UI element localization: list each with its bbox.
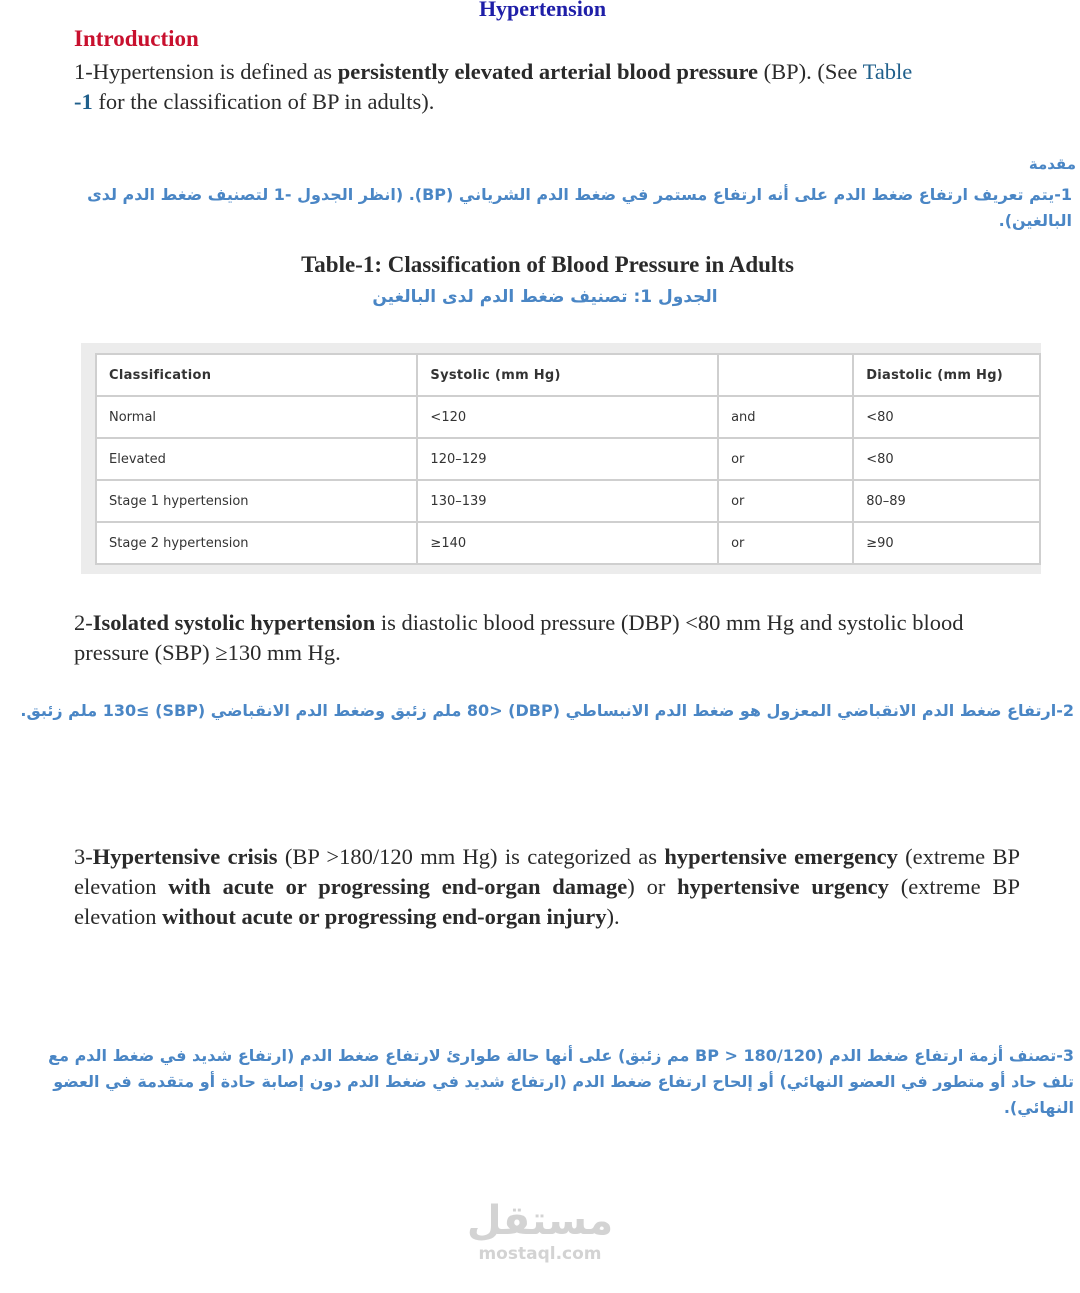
table-caption: Table-1: Classification of Blood Pressure in Adults: [301, 252, 794, 277]
p1-text: for the classification of BP in adults).: [92, 89, 435, 114]
arabic-introduction-heading: مقدمة: [1028, 155, 1076, 173]
header-systolic: Systolic (mm Hg): [417, 354, 718, 396]
p1-text: (BP). (See: [758, 59, 863, 84]
watermark-logo: [0, 1198, 1080, 1264]
cell-classification: Elevated: [96, 438, 417, 480]
watermark-logo-url: mostaql.com: [478, 1244, 602, 1264]
table-link-number[interactable]: -1: [74, 89, 93, 114]
table-row: [96, 480, 1040, 522]
watermark-logo-arabic: مستقل: [466, 1198, 614, 1244]
table-link[interactable]: Table: [862, 59, 913, 84]
cell-systolic: 120–129: [417, 438, 718, 480]
cell-diastolic: ≥90: [853, 522, 1040, 564]
document-title: Hypertension: [478, 0, 607, 21]
p2-text: 2-: [74, 610, 93, 635]
cell-classification: Normal: [96, 396, 417, 438]
p2-text: is diastolic blood pressure (DBP) <80 mm Hg and systolic blood pressure (SBP) ≥130 mm Hg.: [74, 610, 964, 665]
bp-classification-table-frame: [81, 343, 1041, 574]
p3-bold-term: without acute or progressing end-organ injury: [162, 904, 607, 929]
arabic-paragraph-2: 2-ارتفاع ضغط الدم الانقباضي المعزول هو ضغط الدم الانبساطي (DBP) <80 ملم زئبق وضغط الدم الانقباضي (SBP) ≥130 ملم زئبق.: [20, 701, 1074, 720]
p1-bold-term: persistently elevated arterial blood pressure: [337, 59, 759, 84]
p3-bold-term: Hypertensive crisis: [92, 844, 278, 869]
cell-connector: or: [718, 438, 853, 480]
introduction-heading: Introduction: [74, 26, 199, 51]
cell-diastolic: <80: [853, 396, 1040, 438]
p3-text: (BP >180/120 mm Hg) is categorized as: [277, 844, 665, 869]
table-header-row: [96, 354, 1040, 396]
arabic-paragraph-3: 3-تصنف أزمة ارتفاع ضغط الدم (BP > 180/120 مم زئبق) على أنها حالة طوارئ لارتفاع ضغط الدم (ارتفاع شديد في ضغط الدم مع تلف حاد أو متطور في العضو النهائي) أو إلحاح ارتفاع ضغط الدم (ارتفاع شديد في ضغط الدم دون إصابة حادة أو متقدمة في العضو النهائي).: [48, 1046, 1074, 1117]
cell-classification: Stage 1 hypertension: [96, 480, 417, 522]
paragraph-3: [74, 842, 1020, 932]
table-row: [96, 396, 1040, 438]
p3-text: (extreme BP elevation: [74, 844, 1020, 899]
cell-systolic: 130–139: [417, 480, 718, 522]
header-diastolic: Diastolic (mm Hg): [853, 354, 1040, 396]
p3-text: ).: [606, 904, 620, 929]
cell-systolic: ≥140: [417, 522, 718, 564]
p3-bold-term: with acute or progressing end-organ damage: [168, 874, 628, 899]
arabic-paragraph-1: 1-يتم تعريف ارتفاع ضغط الدم على أنه ارتفاع مستمر في ضغط الدم الشرياني (BP). (انظر الجدول -1 لتصنيف ضغط الدم لدى البالغين).: [87, 185, 1072, 230]
p3-text: ) or: [627, 874, 678, 899]
p2-bold-term: Isolated systolic hypertension: [92, 610, 376, 635]
table-row: [96, 438, 1040, 480]
cell-connector: or: [718, 522, 853, 564]
bp-classification-table: [95, 353, 1041, 565]
paragraph-2: [74, 608, 1024, 668]
paragraph-1: [74, 57, 1024, 117]
arabic-table-caption: الجدول 1: تصنيف ضغط الدم لدى البالغين: [372, 287, 718, 307]
p1-text: 1-Hypertension is defined as: [74, 59, 338, 84]
cell-connector: and: [718, 396, 853, 438]
table-row: [96, 522, 1040, 564]
cell-classification: Stage 2 hypertension: [96, 522, 417, 564]
cell-connector: or: [718, 480, 853, 522]
p3-text: (extreme BP elevation: [74, 874, 1020, 929]
header-connector: [718, 354, 853, 396]
cell-diastolic: 80–89: [853, 480, 1040, 522]
p3-bold-term: hypertensive urgency: [677, 874, 889, 899]
cell-systolic: <120: [417, 396, 718, 438]
p3-bold-term: hypertensive emergency: [664, 844, 898, 869]
cell-diastolic: <80: [853, 438, 1040, 480]
header-classification: Classification: [96, 354, 417, 396]
p3-text: 3-: [74, 844, 93, 869]
